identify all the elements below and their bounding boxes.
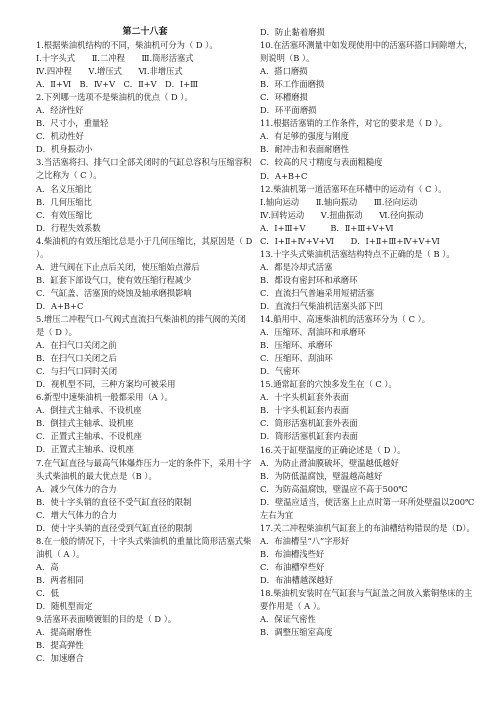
page-title: 第二十八套 [122,27,168,37]
text-line: 8.在一般的情况下，十字头式柴油机的重量比筒形活塞式柴油机（ A ）。 [36,535,252,559]
text-line: 11.根据活塞销的工作条件，对它的要求是（ D ）。 [260,118,447,129]
text-line: C．气缸盖、活塞顶的烧蚀及轴承磨损影响 [36,287,192,298]
text-line: Ⅰ.十字头式 Ⅱ.二冲程 Ⅲ.筒形活塞式 [36,53,194,64]
text-line: D．视机型不同，三种方案均可被采用 [36,379,176,390]
text-line: D．防止黏着磨损 [260,27,325,37]
text-line: C．环槽磨损 [260,92,308,103]
text-line: D．气密环 [260,366,300,377]
text-line: 9.活塞环表面喷镀钼的目的是（ D ）。 [36,614,177,625]
text-line: A．Ⅰ+Ⅲ+Ⅴ B．Ⅱ+Ⅲ+Ⅴ+Ⅵ [260,222,394,233]
text-line: C．Ⅰ+Ⅱ+Ⅳ+Ⅴ+Ⅵ D．Ⅰ+Ⅱ+Ⅲ+Ⅳ+Ⅴ+Ⅵ [260,235,440,246]
text-line: B．几何压缩比 [36,196,92,207]
text-line: B．为防低温腐蚀，壁温越高越好 [260,470,383,481]
text-line: 17.关二冲程柴油机气缸套上的布油槽结构错误的是（D）。 [260,522,475,533]
text-line: C．有效压缩比 [36,209,93,220]
text-line: 5.增压二冲程气口-气阀式直流扫气柴油机的排气阀的关闭是（ D ）。 [36,313,246,338]
text-line: D．行程失效系数 [36,222,101,233]
text-line: 3.当活塞将扫、排气口全部关闭时的气缸总容积与压缩容积之比称为（ C ）。 [36,157,252,181]
text-line: B．两者相同 [36,574,84,585]
text-line: B．调整压缩室高度 [260,627,333,638]
text-line: A．搭口磨损 [260,66,308,77]
text-line: B．环工作面磨损 [260,79,325,90]
text-line: D．正置式主轴承、设机座 [36,444,134,455]
text-line: C．与扫气口同时关闭 [36,366,118,377]
text-line: B．十字头机缸套内表面 [260,405,350,416]
text-line: C．布油槽窄些好 [260,561,325,572]
text-line: A．高 [36,561,59,572]
right-column [260,26,478,639]
text-line: D．A+B+C [36,300,84,311]
text-line: B．布油槽浅些好 [260,548,325,559]
text-line: 13.十字头式柴油机活塞结构特点不正确的是（ B ）。 [260,248,455,259]
text-line: B．尺寸小，重量轻 [36,118,109,129]
text-line: A．提高耐磨性 [36,627,92,638]
text-line: B．在扫气口关闭之后 [36,353,117,364]
text-line: 4.柴油机的有效压缩比总是小于几何压缩比，其原因是（ D ）。 [36,235,253,259]
text-line: 12.柴油机第一道活塞环在环槽中的运动有（ C ）。 [260,183,447,194]
text-line: C．直流扫气普遍采用短裙活塞 [260,287,375,298]
text-line: D．使十字头销的直径受到气缸直径的限制 [36,522,192,533]
text-line: D．布油槽越深越好 [260,574,334,585]
text-line: D．随机型而定 [36,601,93,612]
text-line: 15.通常缸套的穴蚀多发生在（ C ）。 [260,379,397,390]
text-line: B．耐冲击和表面耐磨性 [260,144,350,155]
text-line: A．十字头机缸套外表面 [260,392,349,403]
text-line: A．都是冷却式活塞 [260,261,333,272]
text-line: A．为防止滑油膜破坏，壁温越低越好 [260,457,399,468]
left-column [36,26,254,665]
text-line: B．倒挂式主轴承、设机座 [36,418,134,429]
text-line: A．在扫气口关闭之前 [36,340,117,351]
text-line: A．压缩环、刮油环和承磨环 [260,327,366,338]
text-line: 10.在活塞环测量中如发现使用中的活塞环搭口间隙增大，则说明（B ）。 [260,40,473,64]
text-line: A．布油槽呈“八”字形好 [260,535,350,546]
text-line: C．加速磨合 [36,653,84,664]
text-line: C．机动性好 [36,131,84,142]
text-line: D．机身振动小 [36,144,93,155]
text-line: 2.下列哪一选项不是柴油机的优点（ D ）。 [36,92,193,103]
text-line: D．环平面磨损 [260,105,317,116]
text-line: Ⅳ.四冲程 Ⅴ.增压式 Ⅵ.非增压式 [36,66,183,77]
text-line: 6.新型中速柴油机一般都采用（A ）。 [36,392,173,403]
text-line: D．筒形活塞机缸套内表面 [260,431,358,442]
text-line: C．低 [36,587,59,598]
text-line: B．使十字头销的直径不受气缸直径的限制 [36,496,192,507]
text-line: D．直流扫气柴油机活塞头部下凹 [260,300,383,311]
text-line: B．提高弹性 [36,640,84,651]
text-line: A．减少气体力的合力 [36,483,117,494]
text-line: B．都设有密封环和承磨环 [260,274,358,285]
text-line: A．经济性好 [36,105,84,116]
text-line: C．正置式主轴承、不设机座 [36,431,142,442]
text-line: A．进气阀在下止点后关闭，使压缩始点滞后 [36,261,200,272]
text-line: A．Ⅱ+Ⅵ B．Ⅳ+Ⅴ C．Ⅱ+Ⅴ D．Ⅰ+Ⅲ [36,79,199,90]
text-line: 16.关于缸壁温度的正确论述是（ D ）。 [260,444,406,455]
text-line: C．增大气体力的合力 [36,509,118,520]
text-line: C．压缩环、刮油环 [260,353,333,364]
text-line: 14.船用中、高速柴油机的活塞环分为（ C ）。 [260,314,431,325]
text-line: Ⅳ.回转运动 Ⅴ.扭曲振动 Ⅵ.径向振动 [260,209,424,220]
text-line: Ⅰ.轴向运动 Ⅱ.轴向振动 Ⅲ.径向运动 [260,196,418,207]
text-line: C．较高的尺寸精度与表面粗糙度 [260,157,383,168]
text-line: 7.在气缸直径与最高气体爆炸压力一定的条件下，采用十字头式柴油机的最大优点是（B ）。 [36,457,252,481]
text-line: B．缸套下部设气口，使有效压缩行程减少 [36,274,192,285]
text-line: 1.根据柴油机结构的不同，柴油机可分为（ D ）。 [36,40,218,50]
text-line: D．壁温应适当，使活塞上止点时第一环所处壁温以200℃左右为宜 [260,496,475,520]
text-line: C．筒形活塞机缸套外表面 [260,418,358,429]
text-line: B．压缩环、承磨环 [260,340,333,351]
text-line: 18.柴油机安装时在气缸套与气缸盖之间放入紫铜垫床的主要作用是（ A ）。 [260,588,473,612]
text-line: A．有足够的强度与刚度 [260,131,349,142]
text-line: C．为防高温腐蚀，壁温应不高于500℃ [260,483,408,494]
text-line: D．A+B+C [260,170,308,181]
text-line: A．倒挂式主轴承、不设机座 [36,405,142,416]
text-line: A．保证气密性 [260,614,316,625]
text-line: A．名义压缩比 [36,183,92,194]
